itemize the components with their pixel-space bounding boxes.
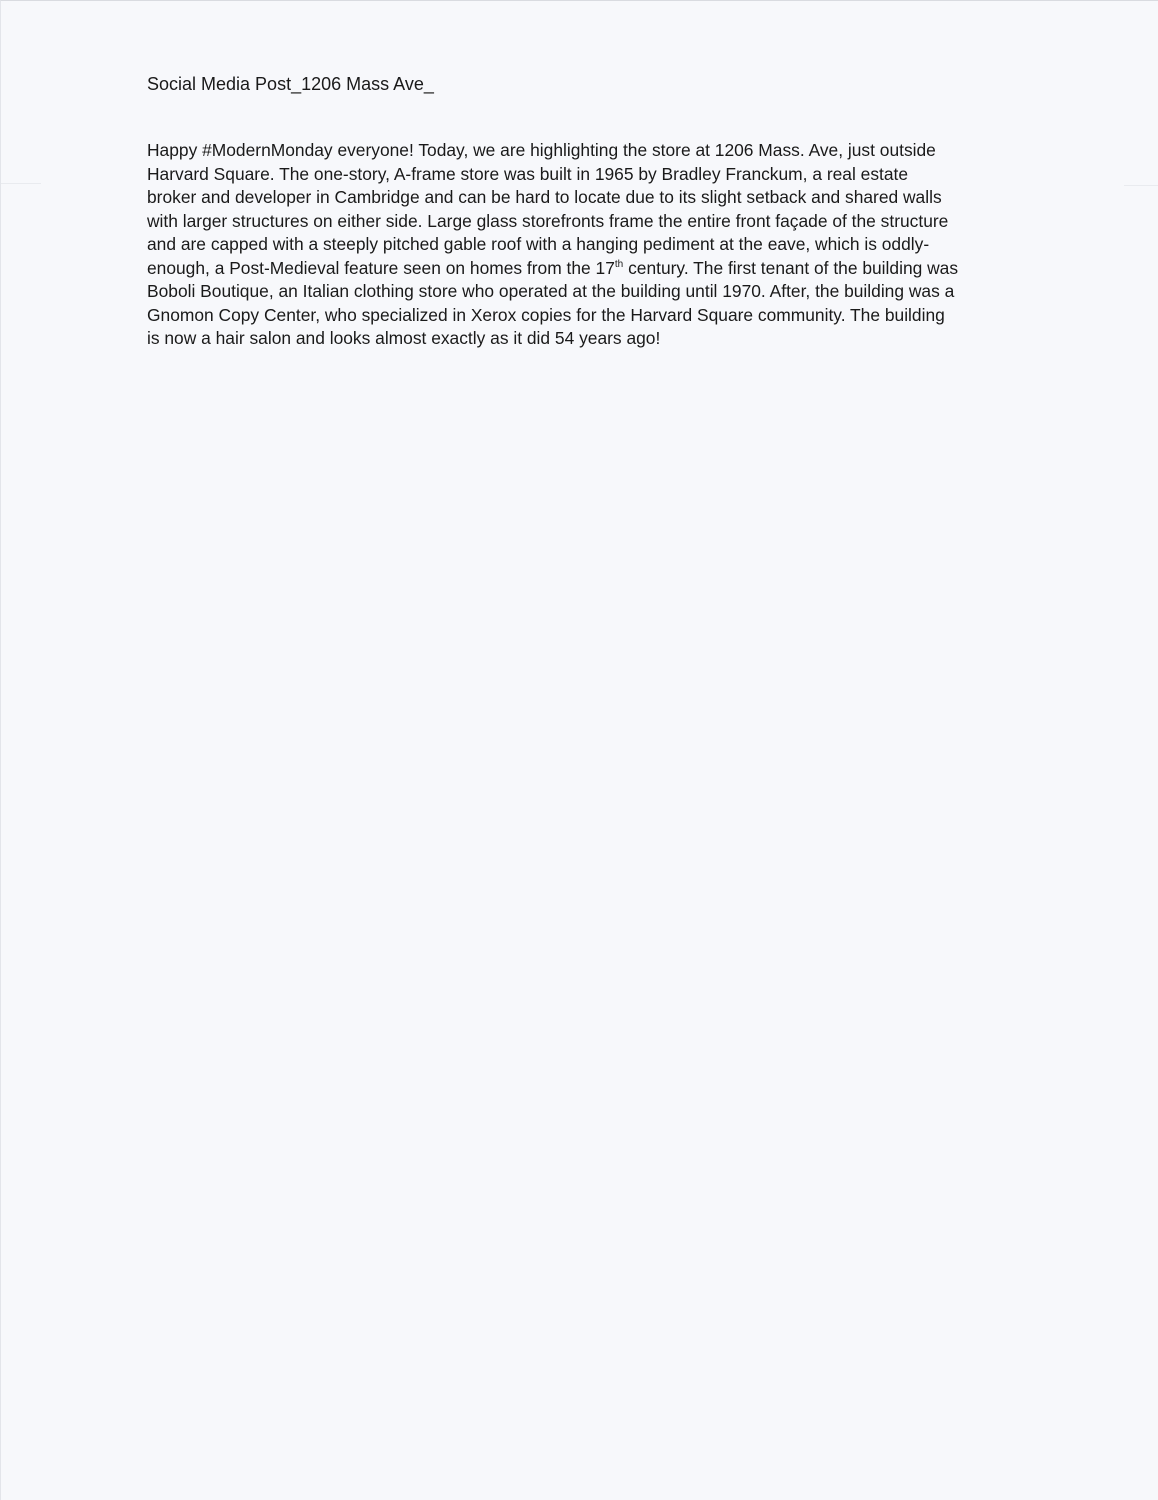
scan-edge-mark-left [1,183,41,184]
document-body [147,139,1027,351]
body-line: is now a hair salon and looks almost exactly as it did 54 years ago! [147,328,661,348]
body-line: Gnomon Copy Center, who specialized in Xerox copies for the Harvard Square community. The building [147,304,945,325]
body-line-text: century. The first tenant of the building was [623,257,959,278]
document-title: Social Media Post_1206 Mass Ave_ [147,74,434,94]
body-line-text: enough, a Post-Medieval feature seen on homes from the 17 [147,257,615,278]
body-line [147,257,1027,281]
body-line: Boboli Boutique, an Italian clothing store who operated at the building until 1970. After, the building was a [147,281,955,301]
ordinal-suffix: th [614,258,624,270]
body-line: with larger structures on either side. Large glass storefronts frame the entire front façade of the structure [147,210,949,231]
body-line: Happy #ModernMonday everyone! Today, we are highlighting the store at 1206 Mass. Ave, just outside [147,140,936,160]
scan-edge-mark-right [1124,185,1158,186]
body-line: broker and developer in Cambridge and can be hard to locate due to its slight setback and shared walls [147,187,942,207]
body-line: Harvard Square. The one-story, A-frame store was built in 1965 by Bradley Franckum, a real estate [147,163,909,184]
body-line: and are capped with a steeply pitched gable roof with a hanging pediment at the eave, which is oddly- [147,234,930,254]
